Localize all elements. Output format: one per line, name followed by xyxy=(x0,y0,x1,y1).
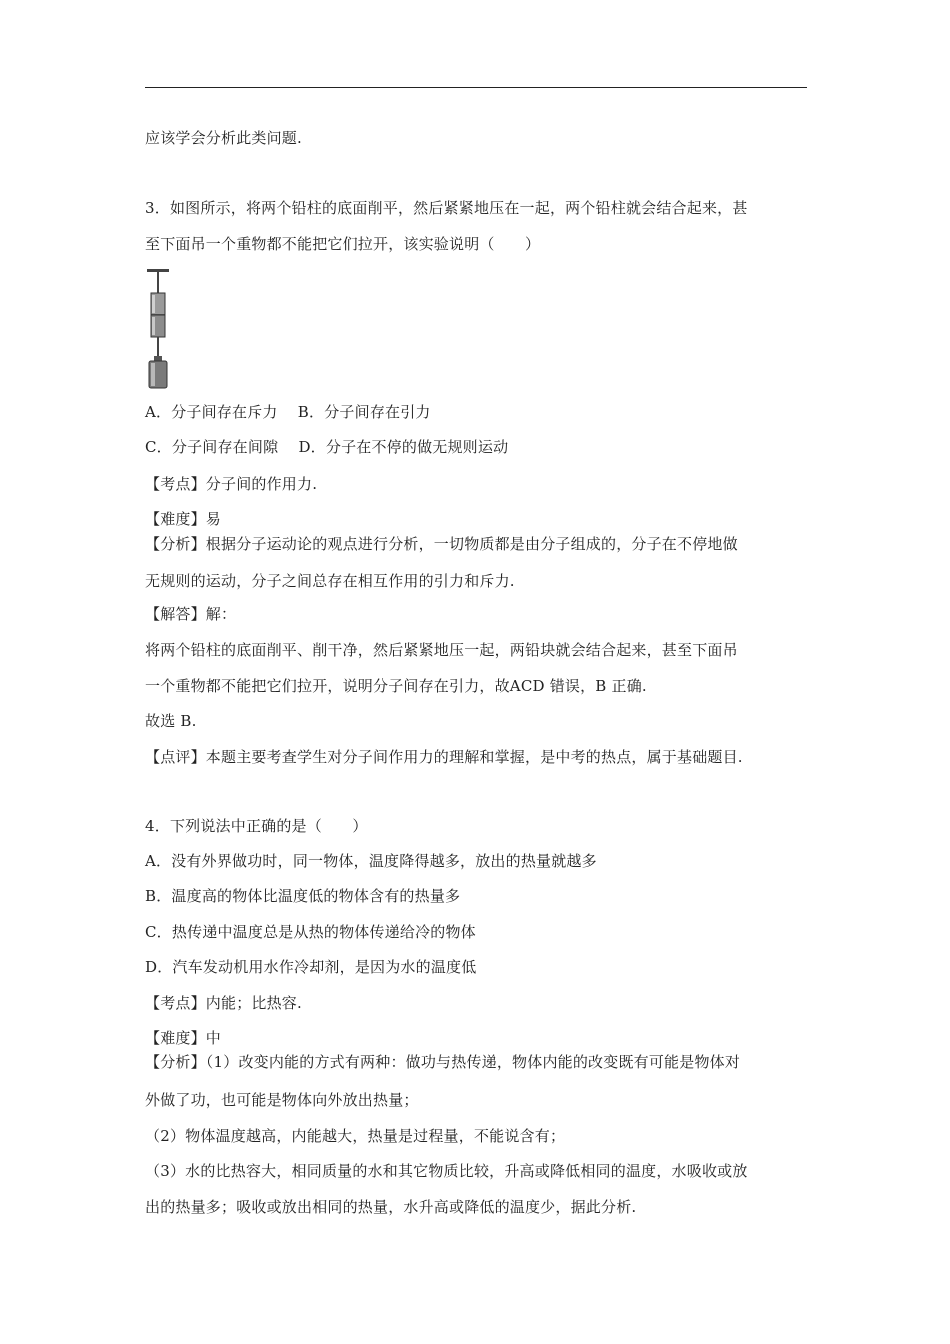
q4-fenxi-line5: 出的热量多；吸收或放出相同的热量，水升高或降低的温度少，据此分析. xyxy=(145,1198,637,1216)
q3-stem-line2: 至下面吊一个重物都不能把它们拉开，该实验说明（ ） xyxy=(145,235,541,253)
header-rule xyxy=(145,87,807,88)
q4-fenxi-line1: 【分析】（1）改变内能的方式有两种：做功与热传递，物体内能的改变既有可能是物体对 xyxy=(145,1053,741,1071)
lower-cylinder-shine xyxy=(152,317,155,335)
q3-options-ab: A．分子间存在斥力 B．分子间存在引力 xyxy=(145,403,431,421)
q4-stem: 4．下列说法中正确的是（ ） xyxy=(145,817,368,835)
q3-nandu: 【难度】易 xyxy=(145,510,222,528)
q3-jieda-label: 【解答】解： xyxy=(145,605,237,623)
q3-stem-line1: 3．如图所示，将两个铅柱的底面削平，然后紧紧地压在一起，两个铅柱就会结合起来，甚 xyxy=(145,199,748,217)
q3-dianping: 【点评】本题主要考查学生对分子间作用力的理解和掌握，是中考的热点，属于基础题目. xyxy=(145,748,743,766)
support-bar xyxy=(147,269,169,272)
q3-fenxi-line2: 无规则的运动，分子之间总存在相互作用的引力和斥力. xyxy=(145,572,515,590)
q3-options-cd: C．分子间存在间隙 D．分子在不停的做无规则运动 xyxy=(145,438,509,456)
q4-option-c: C．热传递中温度总是从热的物体传递给冷的物体 xyxy=(145,923,476,941)
intro-tail-text: 应该学会分析此类问题. xyxy=(145,129,302,147)
q4-fenxi-line3: （2）物体温度越高，内能越大，热量是过程量，不能说含有； xyxy=(145,1127,566,1145)
q4-fenxi-line2: 外做了功，也可能是物体向外放出热量； xyxy=(145,1091,419,1109)
weight-shine xyxy=(151,363,155,386)
q3-guxuan: 故选 B. xyxy=(145,712,197,730)
q3-fenxi-line1: 【分析】根据分子运动论的观点进行分析，一切物质都是由分子组成的，分子在不停地做 xyxy=(145,535,738,553)
q4-fenxi-line4: （3）水的比热容大，相同质量的水和其它物质比较，升高或降低相同的温度，水吸收或放 xyxy=(145,1162,748,1180)
upper-cylinder-shine xyxy=(152,295,155,313)
lead-cylinders-figure xyxy=(141,268,175,390)
q3-jieda-line1: 将两个铅柱的底面削平、削干净，然后紧紧地压一起，两铅块就会结合起来，甚至下面吊 xyxy=(145,641,738,659)
q4-option-a: A．没有外界做功时，同一物体，温度降得越多，放出的热量就越多 xyxy=(145,852,597,870)
q4-option-b: B．温度高的物体比温度低的物体含有的热量多 xyxy=(145,887,461,905)
q3-jieda-line2: 一个重物都不能把它们拉开，说明分子间存在引力，故ACD 错误，B 正确. xyxy=(145,677,647,695)
q4-nandu: 【难度】中 xyxy=(145,1029,222,1047)
q4-kaodian: 【考点】内能；比热容. xyxy=(145,994,302,1012)
q4-option-d: D．汽车发动机用水作冷却剂，是因为水的温度低 xyxy=(145,958,477,976)
q3-kaodian: 【考点】分子间的作用力. xyxy=(145,475,318,493)
weight-knob xyxy=(154,356,162,361)
